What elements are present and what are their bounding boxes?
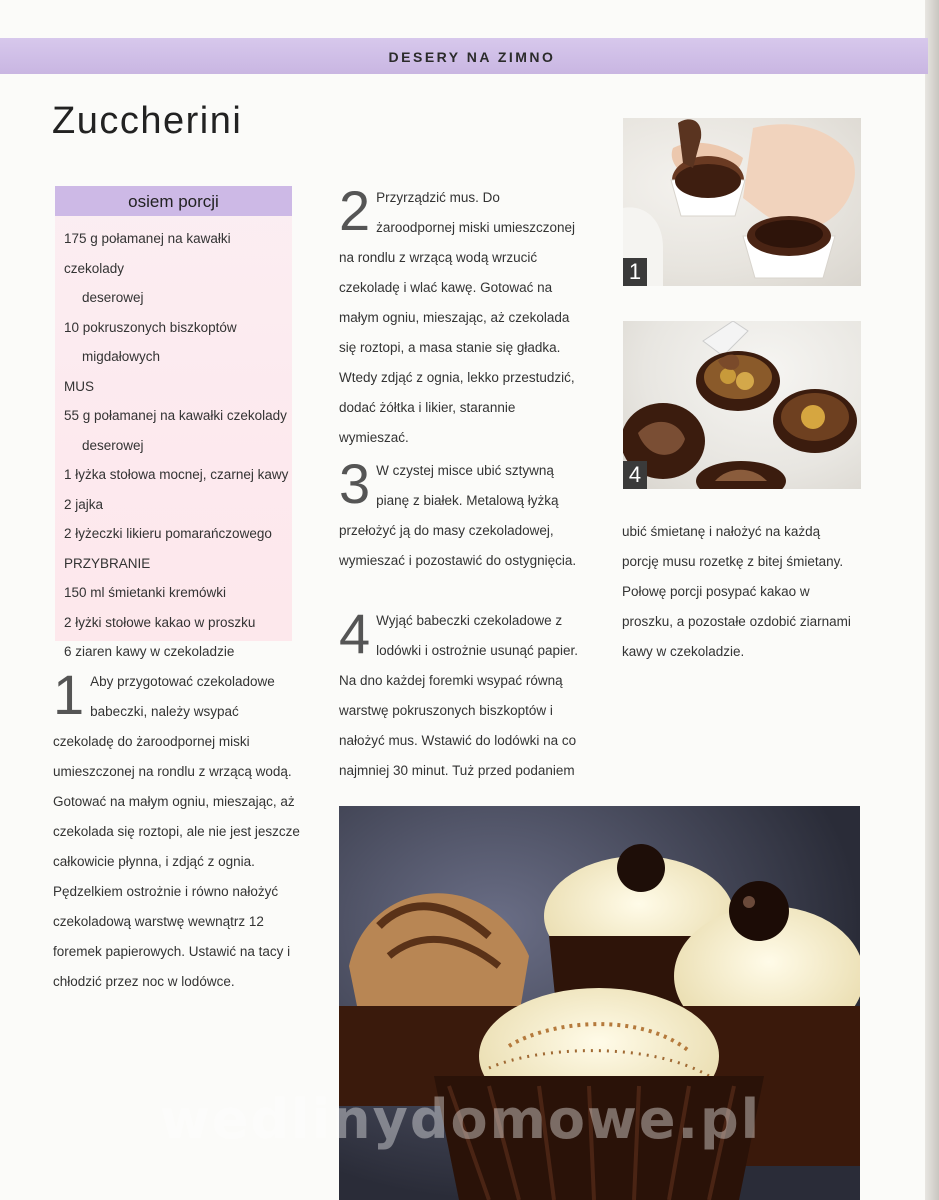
servings-heading: osiem porcji [55, 186, 292, 216]
book-spine-shadow [925, 0, 939, 1200]
ingredient-section-label: MUS [64, 378, 94, 394]
ingredient-item: 175 g połamanej na kawałki czekolady [64, 231, 231, 276]
watermark: wedlinydomowe.pl [160, 1088, 762, 1151]
step-text: Aby przygotować czekoladowe babeczki, należy wsypać czekoladę do żaroodpornej miski umieszczonej na rondlu z wrzącą wodą. Gotować na małym ogniu, mieszając, aż czekolada się roztopi, ale nie jest jeszcze całkowicie płynna, i zdjąć z ognia. Pędzelkiem ostrożnie i równo nałożyć czekoladową warstwę wewnątrz 12 foremek papierowych. Ustawić na tacy i chłodzić przez noc w lodówce. [53, 674, 300, 989]
ingredient-item: 2 łyżki stołowe kakao w proszku [64, 614, 256, 630]
step-4 [339, 602, 579, 786]
chocolate-cup-illustration [623, 118, 861, 286]
ingredient-item: 150 ml śmietanki kremówki [64, 585, 227, 600]
step-number: 1 [53, 663, 85, 726]
ingredient-item: deserowej [82, 437, 144, 453]
ingredient-item: migdałowych [82, 349, 161, 364]
step-number: 4 [339, 602, 371, 665]
mousse-cups-illustration [623, 321, 861, 489]
ingredients-box [55, 186, 292, 659]
step-number: 3 [339, 452, 371, 515]
step-3 [339, 452, 579, 576]
step-1 [53, 663, 303, 997]
step-text: Przyrządzić mus. Do żaroodpornej miski umieszczonej na rondlu z wrzącą wodą wrzucić czekoladę i wlać kawę. Gotować na małym ogniu, mieszając, aż czekolada się roztopi, a masa stanie się gładka. Wtedy zdjąć z ognia, lekko przestudzić, dodać żółtka i likier, starannie wymieszać. [339, 190, 575, 445]
ingredient-item: 10 pokruszonych biszkoptów [64, 319, 237, 335]
step-2 [339, 179, 579, 453]
step-text: ubić śmietanę i nałożyć na każdą porcję musu rozetkę z bitej śmietany. Połowę porcji posypać kakao w proszku, a pozostałe ozdobić ziarnami kawy w czekoladzie. [622, 524, 851, 659]
ingredient-item: deserowej [82, 290, 144, 305]
step-photo-4 [623, 321, 861, 489]
section-header [0, 38, 928, 74]
step-text: Wyjąć babeczki czekoladowe z lodówki i ostrożnie usunąć papier. Na dno każdej foremki wsypać równą warstwę pokruszonych biszkoptów i nałożyć mus. Wstawić do lodówki na co najmniej 30 minut. Tuż przed podaniem [339, 613, 579, 778]
step-number: 2 [339, 179, 371, 242]
ingredient-item: 55 g połamanej na kawałki czekolady [64, 408, 287, 423]
ingredient-item: 2 łyżeczki likieru pomarańczowego [64, 526, 272, 541]
ingredient-item: 1 łyżka stołowa mocnej, czarnej kawy [64, 467, 289, 482]
photo-step-badge: 4 [623, 461, 647, 489]
ingredient-item: 6 ziaren kawy w czekoladzie [64, 644, 235, 659]
step-4-continued [622, 517, 852, 667]
photo-step-badge: 1 [623, 258, 647, 286]
ingredients-list [55, 216, 292, 667]
recipe-title: Zuccherini [52, 100, 243, 142]
step-photo-1 [623, 118, 861, 286]
step-text: W czystej misce ubić sztywną pianę z białek. Metalową łyżką przełożyć ją do masy czekoladowej, wymieszać i pozostawić do ostygnięcia. [339, 463, 577, 568]
section-title: DESERY NA ZIMNO [388, 49, 556, 65]
ingredient-item: 2 jajka [64, 496, 104, 512]
ingredient-section-label: PRZYBRANIE [64, 555, 151, 571]
